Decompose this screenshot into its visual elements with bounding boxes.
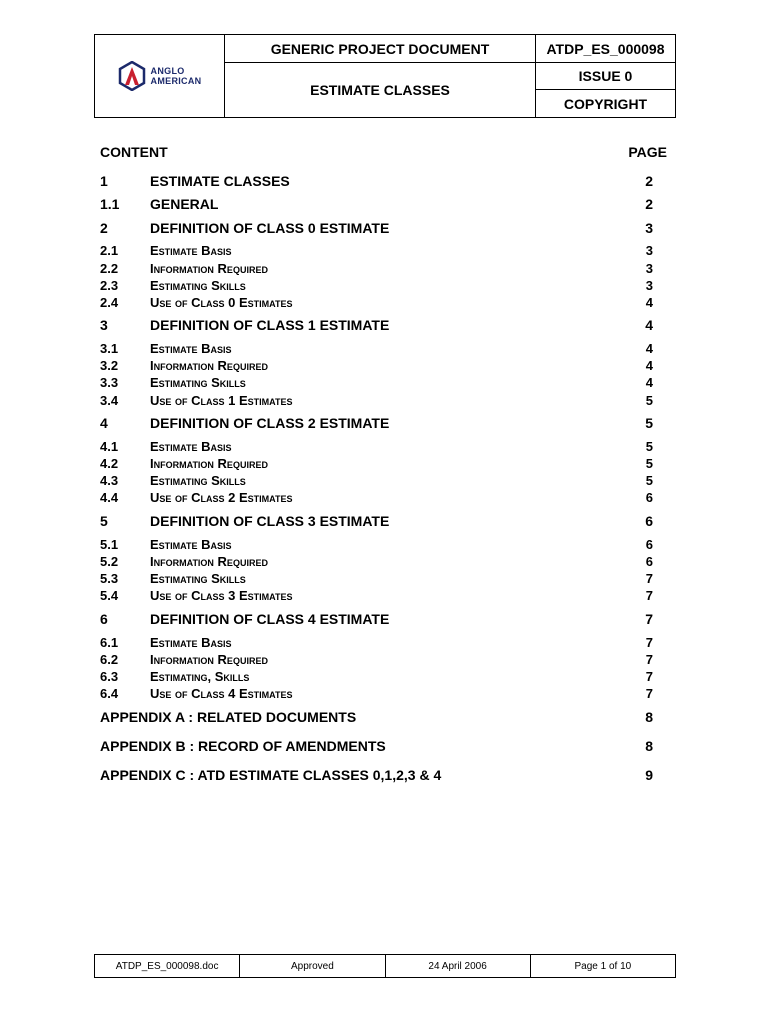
toc-section-number: 5.3 [100, 571, 119, 586]
toc-page-number: 6 [645, 490, 653, 505]
toc-section-title: Use of Class 4 Estimates [150, 686, 293, 701]
toc-section-title: Information Required [150, 456, 268, 471]
logo-line-2: AMERICAN [150, 76, 202, 86]
logo-line-1: ANGLO [150, 66, 185, 76]
toc-section-number: 2 [100, 220, 108, 236]
toc-section-number: 6 [100, 611, 108, 627]
toc-section-title: Use of Class 3 Estimates [150, 588, 293, 603]
copyright-label: COPYRIGHT [563, 95, 648, 112]
toc-appendix-title: APPENDIX C : ATD ESTIMATE CLASSES 0,1,2,3 & 4 [100, 767, 442, 783]
toc-section-title: Estimating Skills [150, 278, 246, 293]
toc-section-number: 4.2 [100, 456, 119, 471]
toc-page-number: 7 [645, 652, 653, 667]
toc-section-number: 6.2 [100, 652, 119, 667]
toc-section-title: Estimate Basis [150, 439, 232, 454]
anglo-american-logo [118, 61, 202, 91]
toc-page-number: 2 [645, 196, 653, 212]
toc-page-number: 8 [645, 709, 653, 725]
footer-status: Approved [240, 955, 385, 977]
toc-section-number: 4.1 [100, 439, 119, 454]
logo-cell [95, 35, 225, 117]
toc-section-number: 4 [100, 415, 108, 431]
toc-page-number: 3 [645, 278, 653, 293]
toc-section-number: 6.1 [100, 635, 119, 650]
toc-section-title: Information Required [150, 652, 268, 667]
toc-section-title: Use of Class 2 Estimates [150, 490, 293, 505]
toc-section-title: Estimate Basis [150, 341, 232, 356]
toc-section-number: 3.2 [100, 358, 119, 373]
toc-page-number: 5 [645, 415, 653, 431]
issue-number: ISSUE 0 [536, 63, 675, 90]
toc-section-title: Estimating Skills [150, 571, 246, 586]
toc-section-title: Estimating, Skills [150, 669, 250, 684]
toc-section-number: 6.3 [100, 669, 119, 684]
toc-section-title: Use of Class 0 Estimates [150, 295, 293, 310]
toc-page-number: 5 [645, 393, 653, 408]
toc-page-number: 6 [645, 513, 653, 529]
toc-section-title: DEFINITION OF CLASS 2 ESTIMATE [150, 415, 390, 431]
toc-section-number: 2.1 [100, 243, 119, 258]
toc-section-number: 3 [100, 317, 108, 333]
toc-section-number: 5 [100, 513, 108, 529]
toc-page-number: 4 [645, 341, 653, 356]
toc-section-title: Information Required [150, 261, 268, 276]
toc-section-number: 4.4 [100, 490, 119, 505]
toc-section-number: 2.3 [100, 278, 119, 293]
toc-section-title: DEFINITION OF CLASS 3 ESTIMATE [150, 513, 390, 529]
toc-section-title: Estimating Skills [150, 473, 246, 488]
toc-page-number: 7 [645, 686, 653, 701]
document-header-table [94, 34, 676, 118]
toc-section-number: 3.1 [100, 341, 119, 356]
toc-page-number: 7 [645, 571, 653, 586]
toc-section-number: 2.2 [100, 261, 119, 276]
toc-page-number: 4 [645, 317, 653, 333]
toc-section-title: DEFINITION OF CLASS 4 ESTIMATE [150, 611, 390, 627]
toc-page-number: 4 [645, 375, 653, 390]
toc-section-title: Estimate Basis [150, 635, 232, 650]
toc-section-number: 5.1 [100, 537, 119, 552]
toc-section-title: DEFINITION OF CLASS 0 ESTIMATE [150, 220, 390, 236]
toc-page-number: 7 [645, 669, 653, 684]
toc-page-number: 7 [645, 635, 653, 650]
toc-page-number: 6 [645, 554, 653, 569]
toc-section-title: Estimate Basis [150, 243, 232, 258]
page-label: PAGE [628, 144, 667, 160]
toc-page-number: 3 [645, 243, 653, 258]
toc-section-title: Estimate Basis [150, 537, 232, 552]
toc-page-number: 4 [645, 295, 653, 310]
toc-section-number: 5.2 [100, 554, 119, 569]
toc-section-number: 3.4 [100, 393, 119, 408]
toc-section-title: Use of Class 1 Estimates [150, 393, 293, 408]
toc-page-number: 9 [645, 767, 653, 783]
toc-page-number: 5 [645, 439, 653, 454]
toc-section-number: 4.3 [100, 473, 119, 488]
content-label: CONTENT [100, 144, 168, 160]
toc-section-number: 2.4 [100, 295, 119, 310]
toc-section-title: ESTIMATE CLASSES [150, 173, 290, 189]
document-footer-table [94, 954, 676, 978]
toc-section-number: 1 [100, 173, 108, 189]
toc-page-number: 4 [645, 358, 653, 373]
toc-section-title: Information Required [150, 554, 268, 569]
footer-page-number: Page 1 of 10 [574, 960, 632, 972]
toc-appendix-title: APPENDIX A : RELATED DOCUMENTS [100, 709, 357, 725]
toc-page-number: 3 [645, 220, 653, 236]
toc-page-number: 3 [645, 261, 653, 276]
toc-page-number: 5 [645, 473, 653, 488]
toc-page-number: 6 [645, 537, 653, 552]
toc-page-number: 7 [645, 588, 653, 603]
footer-date: 24 April 2006 [386, 955, 531, 977]
toc-section-number: 1.1 [100, 196, 120, 212]
toc-page-number: 5 [645, 456, 653, 471]
toc-section-number: 6.4 [100, 686, 119, 701]
document-title: GENERIC PROJECT DOCUMENT [225, 35, 536, 63]
anglo-american-emblem-icon [118, 61, 146, 91]
toc-section-number: 5.4 [100, 588, 119, 603]
toc-page-number: 8 [645, 738, 653, 754]
toc-page-number: 2 [645, 173, 653, 189]
toc-section-title: GENERAL [150, 196, 219, 212]
toc-section-title: Estimating Skills [150, 375, 246, 390]
toc-appendix-title: APPENDIX B : RECORD OF AMENDMENTS [100, 738, 386, 754]
toc-section-number: 3.3 [100, 375, 119, 390]
toc-section-title: Information Required [150, 358, 268, 373]
document-subtitle: ESTIMATE CLASSES [225, 63, 536, 117]
document-number: ATDP_ES_000098 [536, 35, 675, 63]
toc-page-number: 7 [645, 611, 653, 627]
footer-filename: ATDP_ES_000098.doc [95, 955, 240, 977]
toc-section-title: DEFINITION OF CLASS 1 ESTIMATE [150, 317, 390, 333]
